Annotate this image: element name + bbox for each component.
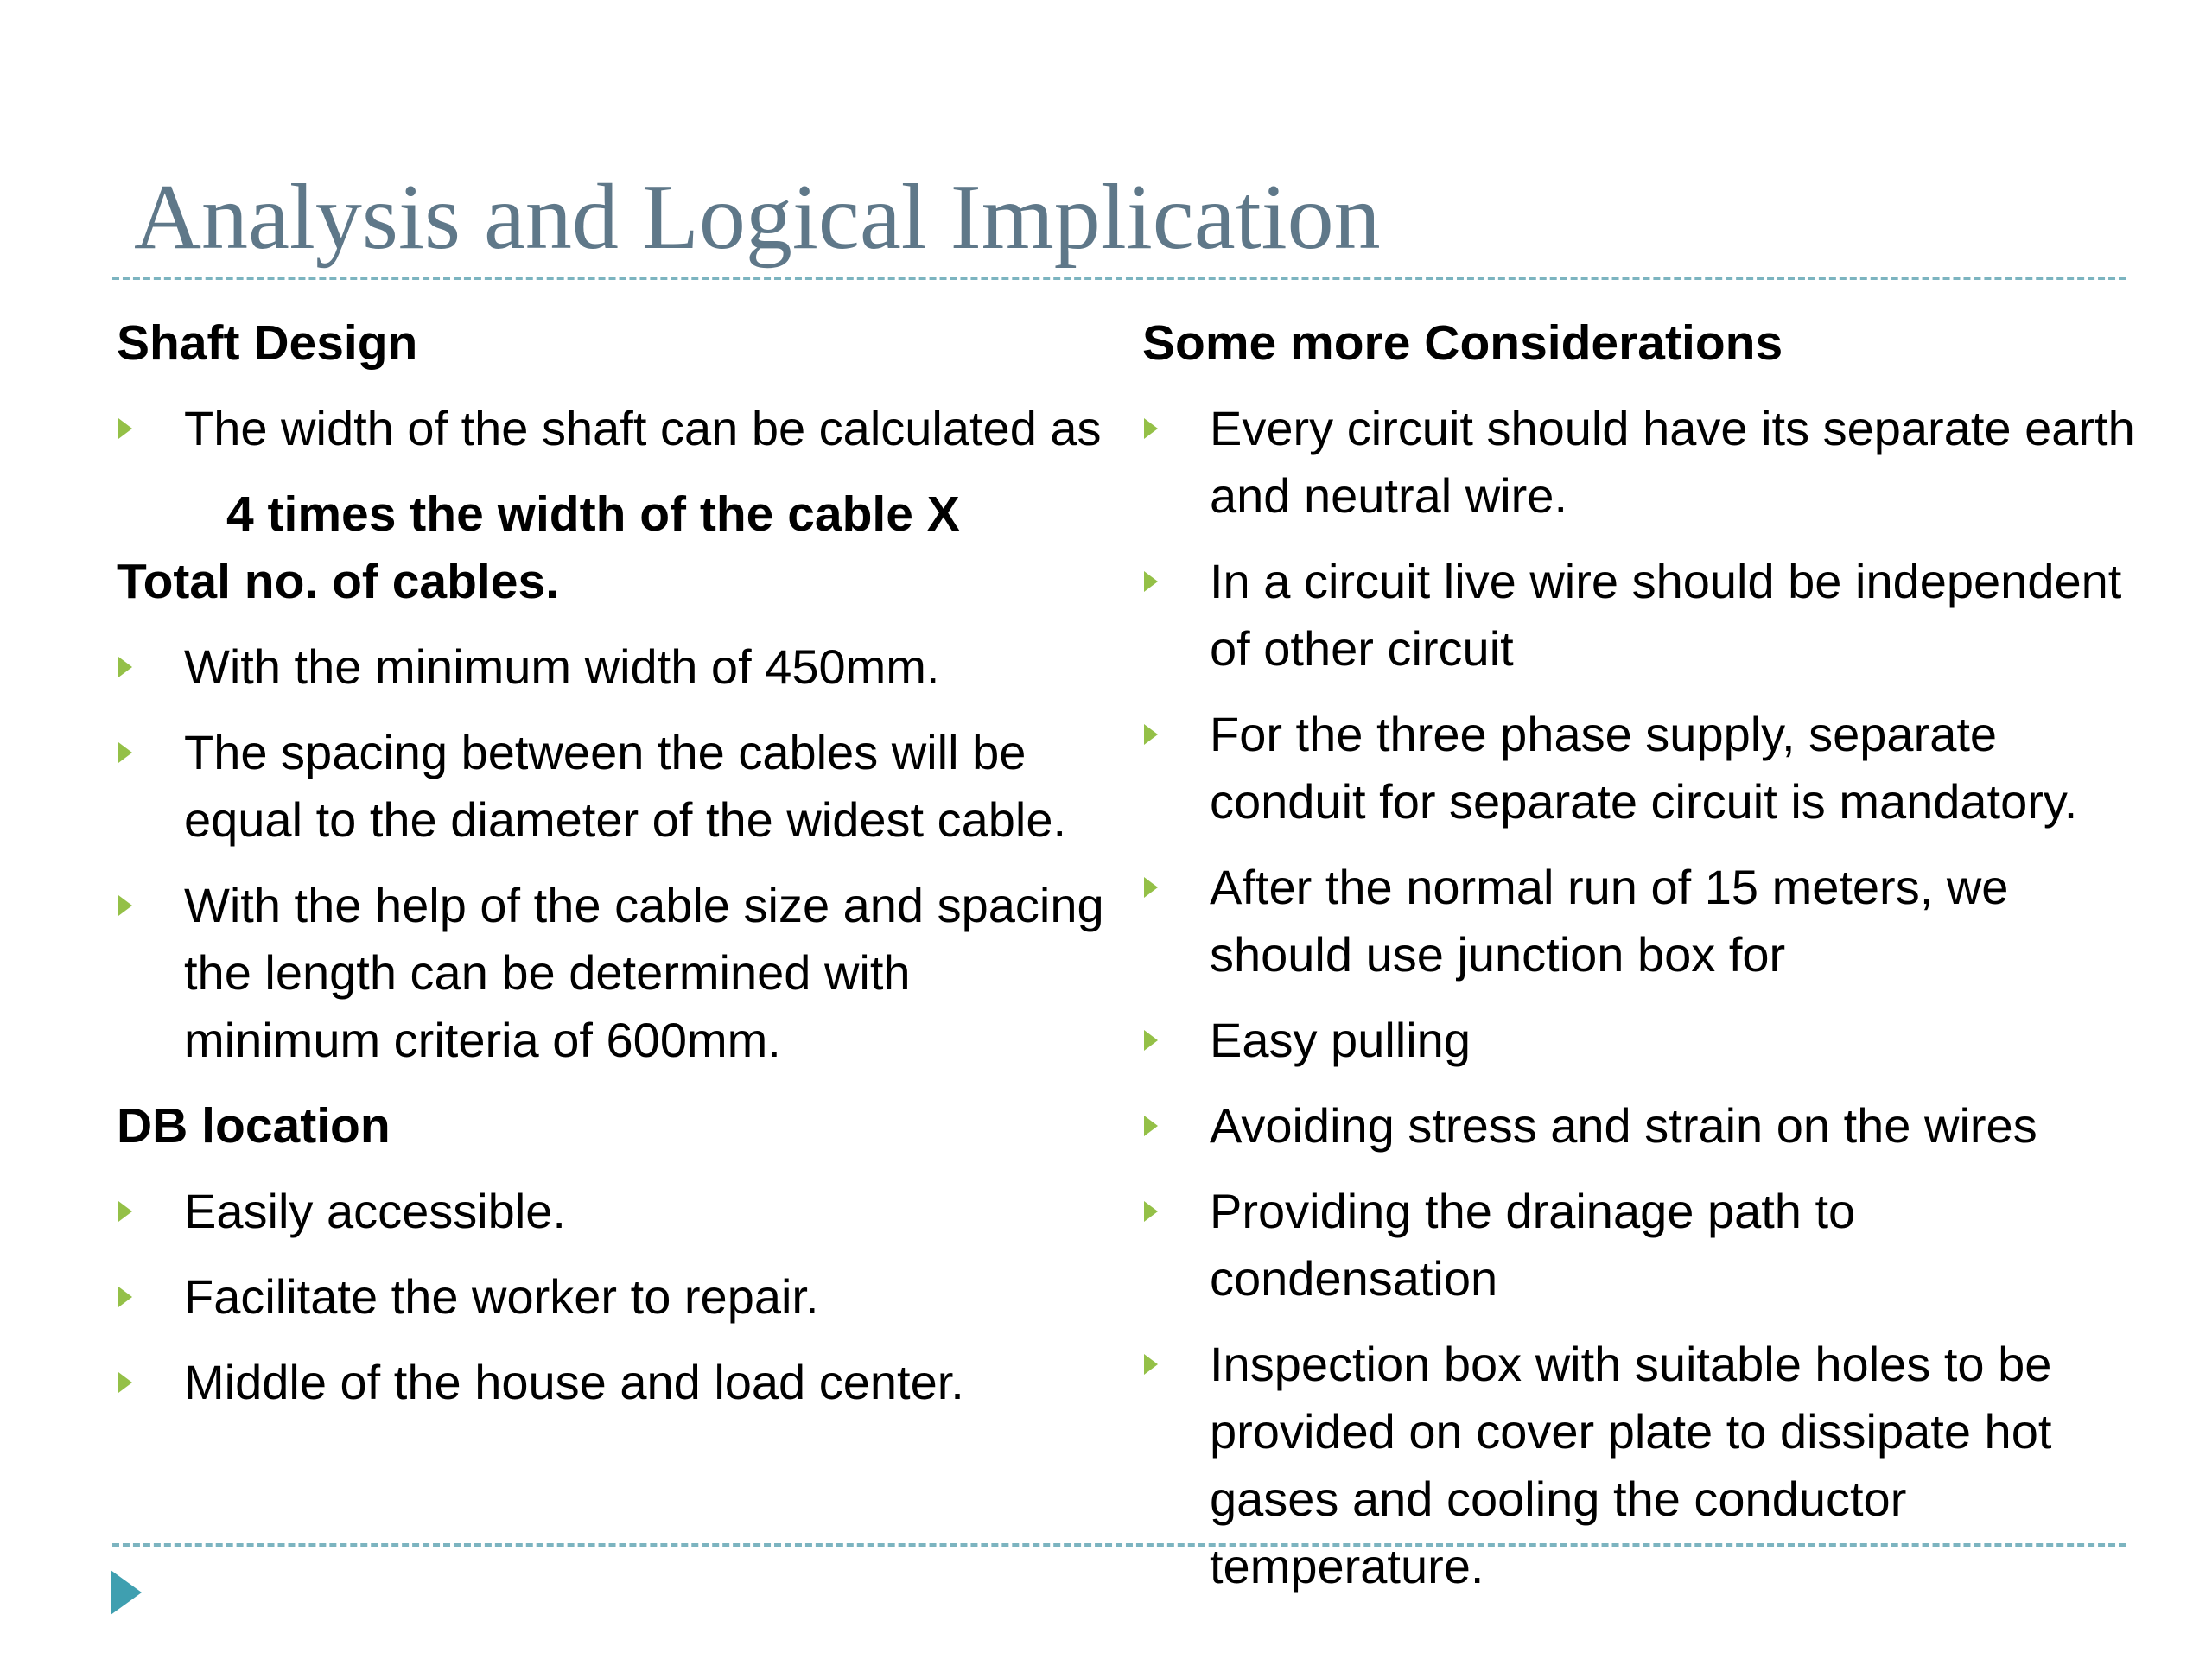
bullet-arrow-icon <box>1144 1201 1158 1222</box>
list-item <box>1142 854 2136 988</box>
bullet-text: Every circuit should have its separate earth and neutral wire. <box>1210 401 2135 523</box>
bullet-arrow-icon <box>118 657 132 677</box>
list-item <box>1142 1178 2136 1313</box>
considerations-heading: Some more Considerations <box>1142 315 1783 371</box>
slide-title: Analysis and Logical Implication <box>134 166 1381 269</box>
shaft-design-heading: Shaft Design <box>117 315 418 371</box>
bullet-arrow-icon <box>1144 571 1158 592</box>
bullet-arrow-icon <box>1144 1030 1158 1051</box>
list-item <box>1142 395 2136 530</box>
bullet-text: After the normal run of 15 meters, we should use junction box for <box>1210 860 2009 982</box>
bullet-arrow-icon <box>1144 1116 1158 1136</box>
bullet-arrow-icon <box>118 418 132 439</box>
formula-line: Total no. of cables. <box>117 554 559 609</box>
list-item <box>117 719 1119 854</box>
list-item <box>1142 701 2136 836</box>
list-item <box>117 872 1119 1074</box>
bullet-arrow-icon <box>1144 418 1158 439</box>
considerations-list <box>1142 395 2136 1600</box>
bullet-arrow-icon <box>1144 1354 1158 1375</box>
bullet-arrow-icon <box>118 1287 132 1307</box>
bullet-text: Middle of the house and load center. <box>184 1355 964 1409</box>
next-slide-arrow-icon[interactable] <box>111 1570 142 1615</box>
list-item <box>117 1263 1119 1331</box>
bullet-text: The spacing between the cables will be equal to the diameter of the widest cable. <box>184 725 1067 847</box>
bullet-text: For the three phase supply, separate conduit for separate circuit is mandatory. <box>1210 707 2078 829</box>
list-item <box>1142 1007 2136 1074</box>
list-item <box>117 1349 1119 1416</box>
bullet-arrow-icon <box>118 895 132 916</box>
right-column <box>1142 309 2136 1600</box>
db-location-list <box>117 1178 1119 1416</box>
bullet-text: With the help of the cable size and spacing the length can be determined with minimum criteria of 600mm. <box>184 878 1104 1067</box>
formula-line: 4 times the width of the cable X <box>226 486 960 542</box>
bullet-text: In a circuit live wire should be independent of other circuit <box>1210 554 2122 676</box>
bullet-text: Inspection box with suitable holes to be provided on cover plate to dissipate hot gases and cooling the conductor temperature. <box>1210 1337 2052 1593</box>
list-item <box>1142 548 2136 683</box>
bullet-arrow-icon <box>118 742 132 763</box>
title-divider <box>112 276 2126 280</box>
bullet-text: Easily accessible. <box>184 1184 566 1238</box>
shaft-design-list <box>117 395 1119 462</box>
bullet-text: The width of the shaft can be calculated as <box>184 401 1102 455</box>
list-item <box>1142 1331 2136 1600</box>
db-location-heading: DB location <box>117 1098 391 1154</box>
footer-divider <box>112 1543 2126 1547</box>
bullet-arrow-icon <box>1144 724 1158 745</box>
bullet-arrow-icon <box>118 1201 132 1222</box>
bullet-text: With the minimum width of 450mm. <box>184 639 940 694</box>
list-item <box>1142 1092 2136 1160</box>
bullet-text: Easy pulling <box>1210 1013 1471 1067</box>
bullet-text: Avoiding stress and strain on the wires <box>1210 1098 2037 1153</box>
left-column <box>117 309 1119 1416</box>
bullet-text: Facilitate the worker to repair. <box>184 1269 819 1324</box>
shaft-design-list-continued <box>117 633 1119 1074</box>
list-item <box>117 395 1119 462</box>
list-item <box>117 1178 1119 1245</box>
list-item <box>117 633 1119 701</box>
bullet-text: Providing the drainage path to condensation <box>1210 1184 1856 1306</box>
bullet-arrow-icon <box>118 1372 132 1393</box>
shaft-width-formula <box>117 480 1119 615</box>
bullet-arrow-icon <box>1144 877 1158 898</box>
